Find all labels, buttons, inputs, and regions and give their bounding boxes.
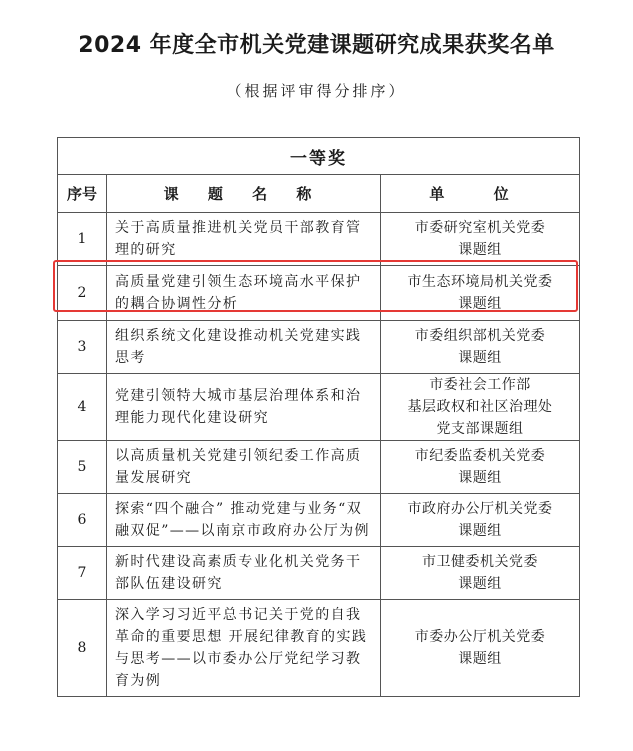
row-topic: 关于高质量推进机关党员干部教育管理的研究 xyxy=(107,213,381,266)
row-number: 5 xyxy=(58,441,107,494)
table-row xyxy=(58,494,580,547)
row-topic: 探索“四个融合” 推动党建与业务“双融双促”——以南京市政府办公厅为例 xyxy=(107,494,381,547)
header-topic: 课 题 名 称 xyxy=(107,175,381,213)
table-row xyxy=(58,321,580,374)
unit-line: 课题组 xyxy=(458,350,502,366)
unit-line: 市委办公厅机关党委 xyxy=(414,629,546,645)
table-row xyxy=(58,213,580,266)
unit-line: 课题组 xyxy=(458,576,502,592)
row-number: 2 xyxy=(58,266,107,321)
unit-line: 课题组 xyxy=(458,523,502,539)
row-unit xyxy=(381,494,580,547)
prize-level-row xyxy=(58,138,580,175)
unit-line: 市委组织部机关党委 xyxy=(414,328,546,344)
row-number: 8 xyxy=(58,600,107,697)
table-row xyxy=(58,600,580,697)
row-topic: 新时代建设高素质专业化机关党务干部队伍建设研究 xyxy=(107,547,381,600)
row-unit xyxy=(381,547,580,600)
unit-line: 课题组 xyxy=(458,296,502,312)
document-subtitle: （根据评审得分排序） xyxy=(226,82,407,100)
row-topic: 党建引领特大城市基层治理体系和治理能力现代化建设研究 xyxy=(107,374,381,441)
row-number: 7 xyxy=(58,547,107,600)
row-unit xyxy=(381,374,580,441)
table-row xyxy=(58,266,580,321)
unit-line: 课题组 xyxy=(458,242,502,258)
row-unit xyxy=(381,441,580,494)
document-title: 2024 年度全市机关党建课题研究成果获奖名单 xyxy=(78,33,555,58)
table-row xyxy=(58,374,580,441)
row-topic: 以高质量机关党建引领纪委工作高质量发展研究 xyxy=(107,441,381,494)
header-unit: 单 位 xyxy=(381,175,580,213)
row-unit xyxy=(381,600,580,697)
table-row xyxy=(58,547,580,600)
unit-line: 市委社会工作部 xyxy=(429,377,531,393)
unit-line: 课题组 xyxy=(458,651,502,667)
prize-level: 一等奖 xyxy=(58,138,580,175)
table-row xyxy=(58,441,580,494)
row-topic: 深入学习习近平总书记关于党的自我革命的重要思想 开展纪律教育的实践与思考——以市委办公厅党纪学习教育为例 xyxy=(107,600,381,697)
row-unit xyxy=(381,321,580,374)
unit-line: 市委研究室机关党委 xyxy=(414,220,546,236)
row-number: 1 xyxy=(58,213,107,266)
header-number: 序号 xyxy=(58,175,107,213)
row-number: 4 xyxy=(58,374,107,441)
table-header-row xyxy=(58,175,580,213)
unit-line: 市政府办公厅机关党委 xyxy=(407,501,553,517)
row-topic: 高质量党建引领生态环境高水平保护的耦合协调性分析 xyxy=(107,266,381,321)
unit-line: 市卫健委机关党委 xyxy=(422,554,538,570)
unit-line: 基层政权和社区治理处 xyxy=(407,399,553,415)
row-number: 6 xyxy=(58,494,107,547)
unit-line: 课题组 xyxy=(458,470,502,486)
row-unit xyxy=(381,266,580,321)
row-unit xyxy=(381,213,580,266)
award-table xyxy=(57,137,580,697)
row-number: 3 xyxy=(58,321,107,374)
row-topic: 组织系统文化建设推动机关党建实践思考 xyxy=(107,321,381,374)
unit-line: 市生态环境局机关党委 xyxy=(407,274,553,290)
unit-line: 党支部课题组 xyxy=(436,421,524,437)
unit-line: 市纪委监委机关党委 xyxy=(414,448,546,464)
